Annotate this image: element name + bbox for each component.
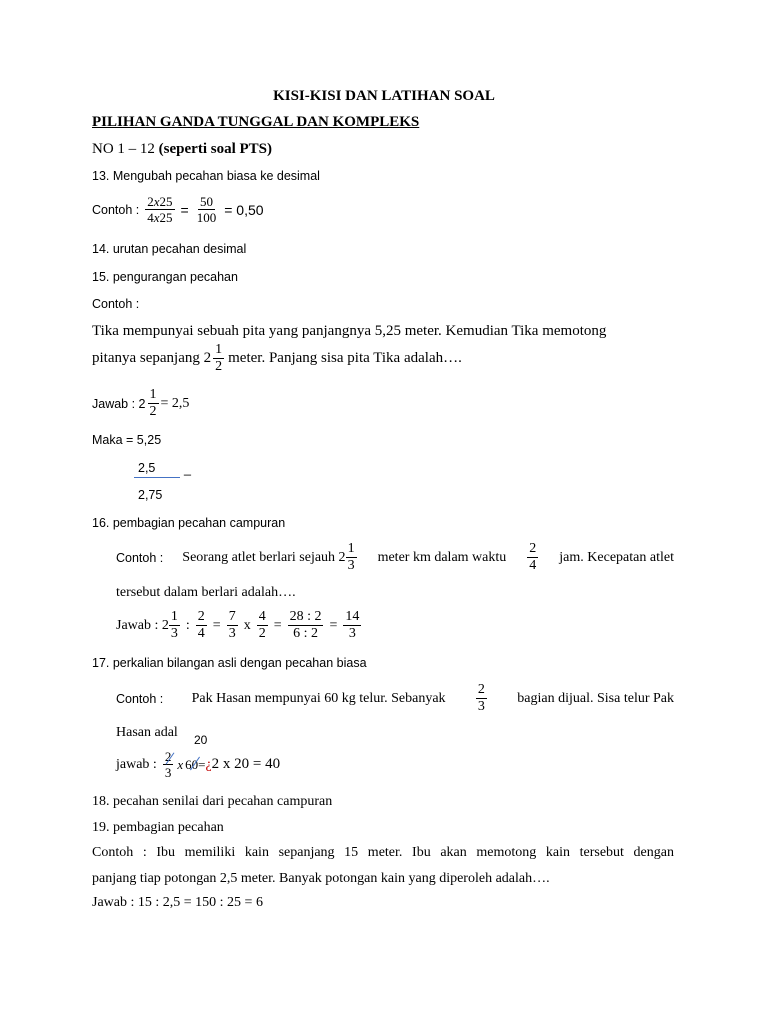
item-15-label: Contoh : (92, 297, 140, 311)
j-frac-2 (196, 610, 207, 641)
answer-post: = 2,5 (160, 395, 190, 411)
item-13-example (92, 195, 264, 224)
item-16-heading: 16. pembagian pecahan campuran (92, 516, 286, 530)
f1-num-x: x (153, 194, 160, 209)
item-16-frac-b (527, 542, 538, 573)
j-eq-1: = (212, 617, 221, 633)
j-f5-num: 28 : 2 (289, 609, 322, 624)
a-frac-den: 3 (164, 765, 172, 780)
j-f4-den: 2 (258, 626, 266, 641)
item-17-example-line-2: Hasan adal (116, 725, 178, 740)
item-13-result: = 0,50 (224, 201, 264, 218)
frac-a-num: 1 (347, 541, 355, 556)
item-19-heading: 19. pembagian pecahan (92, 820, 224, 835)
j-f5-den: 6 : 2 (293, 626, 318, 641)
answer-frac-den: 2 (149, 404, 157, 419)
answer-pre: Jawab : 2 (92, 396, 146, 411)
a-frac (163, 750, 174, 779)
f1-den-a: 4 (147, 210, 154, 225)
item-16-text-a (182, 542, 358, 573)
subtraction-underline (134, 477, 180, 478)
j-f6-num: 14 (345, 609, 360, 624)
f2-den: 100 (196, 210, 217, 225)
item-13-eq: = (180, 201, 189, 218)
j-f3-den: 3 (228, 626, 236, 641)
j-eq-2: = (273, 617, 282, 633)
item-19-answer: Jawab : 15 : 2,5 = 150 : 25 = 6 (92, 895, 263, 910)
item-15-problem-line-2 (92, 343, 462, 374)
problem-fraction (213, 343, 224, 374)
a-eq: = (198, 756, 206, 772)
problem-post: meter. Panjang sisa pita Tika adalah…. (228, 350, 462, 366)
a-result: 2 x 20 = 40 (211, 756, 281, 772)
j-frac-1 (169, 610, 180, 641)
item-16-label: Contoh : (116, 550, 164, 565)
item-15-answer (92, 388, 189, 419)
a-60 (185, 757, 198, 773)
j-f1-num: 1 (170, 609, 178, 624)
item-17-answer (116, 750, 280, 779)
item-15-maka: Maka = 5,25 (92, 433, 162, 447)
f2-num: 50 (199, 194, 213, 209)
problem-frac-den: 2 (215, 359, 223, 374)
j-f3-num: 7 (228, 609, 236, 624)
j-f6-den: 3 (348, 626, 356, 641)
subtraction-value: 2,5 (138, 461, 156, 475)
frac-b-den: 4 (529, 558, 537, 573)
item-15-problem-line-1: Tika mempunyai sebuah pita yang panjangnya 5,25 meter. Kemudian Tika memotong (92, 323, 607, 339)
f1-den-x: x (153, 210, 160, 225)
item-14-heading: 14. urutan pecahan desimal (92, 242, 247, 256)
answer-label: jawab : (116, 756, 157, 772)
item-16-answer (116, 610, 363, 641)
item-13-fraction-2 (195, 195, 219, 224)
item-17-frac (476, 683, 487, 714)
j-f1-den: 3 (170, 626, 178, 641)
item-16-text-b: meter km dalam waktu (377, 549, 507, 565)
item-15-heading: 15. pengurangan pecahan (92, 270, 238, 284)
answer-label: Jawab : 2 (116, 617, 169, 633)
subtraction-result: 2,75 (138, 488, 163, 502)
item-16-text-c: jam. Kecepatan atlet (559, 549, 674, 565)
j-x: x (243, 617, 251, 633)
no-range-line (92, 141, 272, 158)
frac-num: 2 (477, 682, 485, 697)
f1-num-a: 2 (147, 194, 154, 209)
item-19-line-2: panjang tiap potongan 2,5 meter. Banyak potongan kain yang diperoleh adalah…. (92, 871, 550, 886)
document-title: KISI-KISI DAN LATIHAN SOAL (273, 88, 495, 104)
j-frac-5 (288, 610, 324, 641)
frac-b-num: 2 (529, 541, 537, 556)
j-frac-4 (257, 610, 268, 641)
item-13-label: Contoh : (92, 202, 140, 217)
frac-a-den: 3 (347, 558, 355, 573)
f1-den-b: 25 (159, 210, 173, 225)
frac-den: 3 (477, 699, 485, 714)
f1-num-b: 25 (159, 194, 173, 209)
item-17-heading: 17. perkalian bilangan asli dengan pecahan biasa (92, 656, 367, 670)
a-mark: ¿ (205, 756, 212, 772)
item-16-example-line-1 (116, 542, 674, 573)
subtraction-minus: _ (184, 462, 191, 476)
no-range: NO 1 – 12 (92, 141, 155, 157)
item-17-text-a: Pak Hasan mempunyai 60 kg telur. Sebanyak (191, 690, 446, 706)
item-19-line-1: Contoh : Ibu memiliki kain sepanjang 15 meter. Ibu akan memotong kain tersebut dengan (92, 845, 674, 860)
j-frac-3 (227, 610, 238, 641)
problem-frac-num: 1 (215, 342, 223, 357)
a-60-text: 60 (185, 756, 199, 772)
item-16-example-line-2: tersebut dalam berlari adalah…. (116, 585, 296, 600)
j-colon: : (185, 617, 190, 633)
section-subtitle: PILIHAN GANDA TUNGGAL DAN KOMPLEKS (92, 114, 420, 130)
j-frac-6 (343, 610, 361, 641)
answer-frac-num: 1 (149, 387, 157, 402)
item-18-heading: 18. pecahan senilai dari pecahan campuran (92, 794, 333, 809)
a-frac-num: 2 (164, 749, 172, 764)
problem-pre: pitanya sepanjang 2 (92, 350, 212, 366)
item-13-fraction-1 (145, 195, 174, 224)
no-note: (seperti soal PTS) (158, 141, 272, 157)
item-13-heading: 13. Mengubah pecahan biasa ke desimal (92, 169, 320, 183)
j-f2-den: 4 (197, 626, 205, 641)
j-f4-num: 4 (258, 609, 266, 624)
handwritten-note-20: 20 (194, 733, 208, 747)
item-16-frac-a (346, 542, 357, 573)
item-17-text-b: bagian dijual. Sisa telur Pak (517, 690, 674, 706)
text-a: Seorang atlet berlari sejauh 2 (182, 549, 346, 565)
a-x: x (177, 756, 184, 772)
j-eq-3: = (329, 617, 338, 633)
answer-fraction (148, 388, 159, 419)
j-f2-num: 2 (197, 609, 205, 624)
item-17-label: Contoh : (116, 691, 164, 706)
item-17-example-line-1 (116, 683, 674, 714)
